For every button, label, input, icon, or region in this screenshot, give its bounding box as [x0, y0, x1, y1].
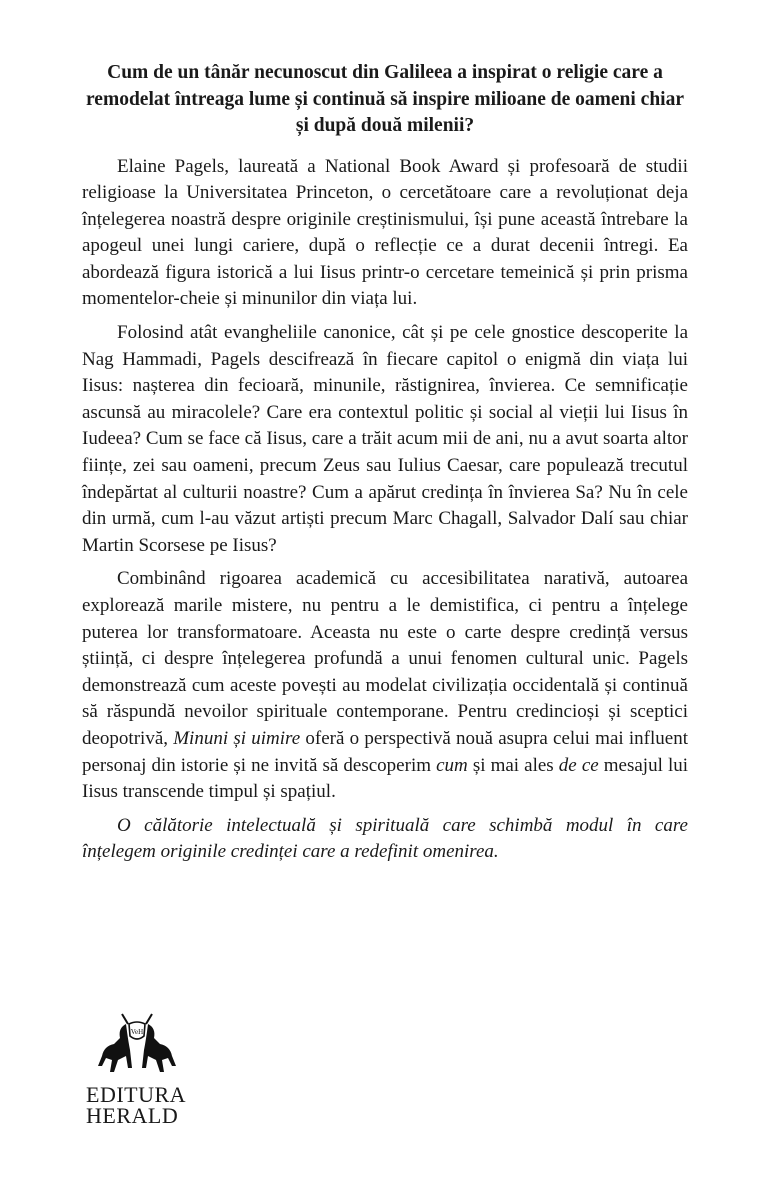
publisher-line-1: EDITURA [86, 1082, 187, 1107]
closing-tagline: O călătorie intelectuală și spirituală care schimbă modul în care înțelegem originile credinței care a redefinit omenirea. [82, 814, 688, 863]
emphasis-de-ce: de ce [558, 754, 599, 776]
emphasis-cum: cum [436, 754, 468, 776]
book-title: Minuni și uimire [173, 727, 301, 749]
back-cover-text [82, 60, 688, 873]
paragraph-1: Elaine Pagels, laureată a National Book Award și profesoară de studii religioase la Universitatea Princeton, o cercetătoare care a revoluționat deja înțelegerea noastră despre originile creștinismului, își pune această întrebare la apogeul unei lungi cariere, după o reflecție ce a durat decenii întregi. Ea abordează figura istorică a lui Iisus printr-o cercetare temeinică și prin prisma momentelor-cheie și minunilor din viața lui. [82, 155, 688, 310]
lead-question: Cum de un tânăr necunoscut din Galileea a inspirat o religie care a remodelat întreaga lume și continuă să inspire milioane de oameni chiar și după două milenii? [86, 62, 684, 136]
deer-emblem-icon [92, 1010, 182, 1080]
p3-text-1: Combinând rigoarea academică cu accesibilitatea narativă, autoarea explorează marile mistere, nu pentru a le demistifica, ci pentru a înțelege puterea lor transformatoare. Aceasta nu este o carte despre credință versus știință, ci despre înțelegerea profundă a unui fenomen cultural unic. Pagels demonstrează cum aceste povești au modelat civilizația occidentală și continuă să răspundă nevoilor spirituale contemporane. Pentru credincioși și sceptici deopotrivă, [82, 568, 688, 749]
paragraph-3 [82, 566, 688, 805]
svg-text:VeH: VeH [130, 1028, 144, 1036]
paragraph-2: Folosind atât evangheliile canonice, cât și pe cele gnostice descoperite la Nag Hammadi, Pagels descifrează în fiecare capitol o enigmă din viața lui Iisus: nașterea din fecioară, minunile, răstignirea, învierea. Ce semnificație ascunsă au miracolele? Care era contextul politic și social al vieții lui Iisus în Iudeea? Cum se face că Iisus, care a trăit acum mii de ani, nu a avut soarta altor ființe, zei sau oameni, precum Zeus sau Iulius Caesar, care populează trecutul îndepărtat al culturii noastre? Cum a apărut credința în învierea Sa? Nu în cele din urmă, cum l-au văzut artiști precum Marc Chagall, Salvador Dalí sau chiar Martin Scorsese pe Iisus? [82, 322, 688, 556]
p3-text-3: și mai ales [467, 754, 559, 776]
publisher-line-2: HERALD [86, 1103, 179, 1128]
publisher-name [86, 1084, 196, 1126]
p3-text-4: mesajul lui Iisus transcende timpul și spațiul. [82, 754, 689, 803]
publisher-logo [86, 1010, 196, 1126]
p3-text-2: oferă o perspectivă nouă asupra celui mai influent personaj din istorie și ne invită să descoperim [82, 727, 688, 776]
